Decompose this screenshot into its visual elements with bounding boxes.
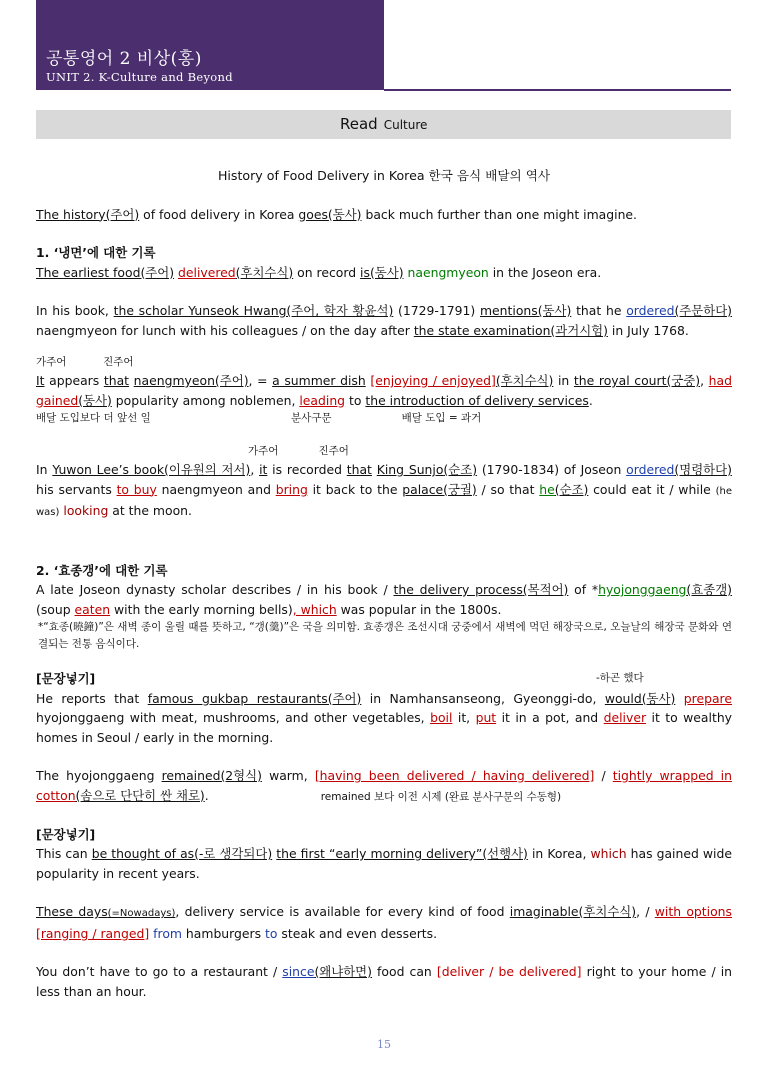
text: . xyxy=(204,787,209,803)
phrase: imaginable(후치수식) xyxy=(509,904,637,919)
paragraph-4 xyxy=(36,371,732,410)
text: of * xyxy=(568,582,599,597)
text: in xyxy=(553,373,574,388)
insert-tag-row xyxy=(36,669,732,689)
subject: he xyxy=(539,481,555,497)
note: (순조) xyxy=(554,481,589,497)
text: , xyxy=(700,373,709,388)
note: (목적어) xyxy=(522,582,569,597)
keyword: naengmyeon xyxy=(407,264,489,280)
text: right to your home / in less than an hour. xyxy=(36,964,732,999)
insert-tag: [문장넣기] xyxy=(36,671,96,686)
participle: delivered xyxy=(178,264,236,280)
note: (왜냐하면) xyxy=(314,964,372,979)
text: is recorded xyxy=(267,462,347,477)
phrase: a summer dish xyxy=(272,373,366,388)
participle: eaten xyxy=(74,601,111,617)
note-line: 배달 도입보다 더 앞선 일 분사구문 배달 도입 = 과거 xyxy=(36,412,482,424)
text: / so that xyxy=(476,481,540,497)
phrase: with options xyxy=(654,904,732,919)
relative: which xyxy=(590,846,627,861)
note: (주문하다) xyxy=(674,303,732,318)
verb: remained(2형식) xyxy=(161,768,262,783)
verb: is(동사) xyxy=(360,264,404,280)
subject: the scholar Yunseok Hwang(주어, 학자 황윤석) xyxy=(113,303,394,318)
verb: had gained xyxy=(36,373,732,408)
choice: [having been delivered / having delivered] xyxy=(314,768,595,783)
text: , / xyxy=(636,904,655,919)
note: (he was) xyxy=(36,485,732,518)
infinitive: to buy xyxy=(116,481,157,497)
text: , = xyxy=(248,373,273,388)
verb: boil xyxy=(430,710,453,725)
subject: it xyxy=(259,462,268,477)
section-bar xyxy=(36,110,731,139)
note: (후치수식) xyxy=(235,264,294,280)
text: steak and even desserts. xyxy=(277,925,438,941)
verb: prepare xyxy=(683,690,732,706)
header-rule xyxy=(384,89,731,91)
choice: [ranging / ranged] xyxy=(36,925,150,941)
heading-1: 1. ‘냉면’에 대한 기록 xyxy=(36,245,156,260)
text: of food delivery in Korea xyxy=(139,206,299,222)
document-title: History of Food Delivery in Korea 한국 음식 배달의 역사 xyxy=(217,168,551,183)
text: his servants xyxy=(36,481,117,497)
choice: [enjoying / enjoyed] xyxy=(370,373,496,388)
note: (동사) xyxy=(78,392,112,408)
note: (순조) xyxy=(443,462,478,477)
heading-2: 2. ‘효종갱’에 대한 기록 xyxy=(36,562,168,578)
verb: mentions(동사) xyxy=(479,303,572,318)
text: He reports that xyxy=(36,690,148,706)
note: (솜으로 단단히 싼 채로) xyxy=(75,787,205,803)
text: at the moon. xyxy=(108,503,192,518)
note: (후치수식) xyxy=(495,373,554,388)
keyword: hyojonggaeng xyxy=(598,582,687,597)
conjunction: that xyxy=(103,373,130,388)
note: remained 보다 이전 시제 (완료 분사구문의 수동형) xyxy=(320,790,562,803)
text: it in a pot, and xyxy=(496,710,604,725)
text: in the Joseon era. xyxy=(488,264,602,280)
verb: would(동사) xyxy=(604,690,676,706)
text: has gained wide popularity in recent years. xyxy=(36,846,732,881)
phrase: the introduction of delivery services xyxy=(365,392,589,408)
conjunction: that xyxy=(346,462,372,477)
paragraph-1 xyxy=(36,205,732,225)
text: it back to the xyxy=(307,481,403,497)
text: hyojonggaeng with meat, mushrooms, and other vegetables, xyxy=(36,710,431,725)
paragraph-3 xyxy=(36,301,732,340)
phrase: palace(궁궐) xyxy=(402,481,477,497)
paragraph-8 xyxy=(36,766,732,806)
text: in July 1768. xyxy=(607,322,689,338)
subject: The earliest food(주어) xyxy=(36,264,175,280)
subject: famous gukbap restaurants(주어) xyxy=(147,690,362,706)
text: that he xyxy=(571,303,627,318)
note: (선행사) xyxy=(482,846,528,861)
note-line: 가주어 진주어 xyxy=(248,445,349,457)
section-label: Read xyxy=(340,115,378,133)
text: appears xyxy=(44,373,104,388)
relative: , which xyxy=(292,601,337,617)
note: (이유원의 저서) xyxy=(164,462,251,477)
participle: looking xyxy=(63,503,109,518)
text: food can xyxy=(371,964,437,979)
insert-tag: [문장넣기] xyxy=(36,826,96,842)
note-line: 가주어 진주어 xyxy=(36,356,134,368)
phrase: the royal court(궁중) xyxy=(573,373,701,388)
text: naengmyeon for lunch with his colleagues / on the day after xyxy=(36,322,414,338)
text: hamburgers xyxy=(181,925,266,941)
subject: naengmyeon(주어) xyxy=(133,373,249,388)
conjunction: since xyxy=(282,964,315,979)
unit-title: UNIT 2. K-Culture and Beyond xyxy=(46,70,233,84)
paragraph-11 xyxy=(36,962,732,1001)
text: could eat it / while xyxy=(588,481,716,497)
keyword: ordered xyxy=(626,462,675,477)
keyword: ordered xyxy=(626,303,675,318)
text: A late Joseon dynasty scholar describes / in his book / xyxy=(36,582,394,597)
text: on record xyxy=(293,264,361,280)
keyword: to xyxy=(265,925,278,941)
text: In xyxy=(36,462,53,477)
object: the delivery process xyxy=(393,582,523,597)
phrase: Yuwon Lee’s book xyxy=(52,462,165,477)
text: was popular in the 1800s. xyxy=(336,601,502,617)
participle: leading xyxy=(299,392,346,408)
antecedent: the first “early morning delivery” xyxy=(276,846,483,861)
text: popularity among noblemen, xyxy=(111,392,300,408)
textbook-title: 공통영어 2 비상(홍) xyxy=(46,49,202,69)
text: The hyojonggaeng xyxy=(36,768,162,783)
note: (명령하다) xyxy=(674,462,732,477)
text: to xyxy=(345,392,366,408)
header-banner xyxy=(36,0,384,90)
text: (1790-1834) of Joseon xyxy=(477,462,627,477)
paragraph-5 xyxy=(36,460,732,523)
phrase: tightly wrapped in cotton xyxy=(36,768,732,803)
keyword: from xyxy=(153,925,182,941)
subject: It xyxy=(36,373,45,388)
text: . xyxy=(588,392,593,408)
text: In his book, xyxy=(36,303,114,318)
text: This can xyxy=(36,846,92,861)
text: , delivery service is available for every kind of food xyxy=(175,904,510,919)
text: You don’t have to go to a restaurant / xyxy=(36,964,283,979)
text: it to wealthy homes in Seoul / early in the morning. xyxy=(36,710,732,745)
note: (효종갱) xyxy=(686,582,732,597)
page-number: 15 xyxy=(377,1038,391,1051)
paragraph-7 xyxy=(36,689,732,748)
verb: put xyxy=(475,710,497,725)
note: -하곤 했다 xyxy=(596,672,644,684)
paragraph-10 xyxy=(36,902,732,943)
document-body xyxy=(36,166,732,1001)
text: (soup xyxy=(36,601,75,617)
phrase: be thought of as(-로 생각되다) xyxy=(91,846,273,861)
infinitive: bring xyxy=(275,481,308,497)
paragraph-9 xyxy=(36,844,732,883)
text xyxy=(675,691,683,706)
choice: [deliver / be delivered] xyxy=(436,964,582,979)
phrase: These days xyxy=(36,904,108,919)
verb: goes(동사) xyxy=(298,206,362,222)
text: it, xyxy=(452,710,476,725)
text: back much further than one might imagine. xyxy=(361,206,637,222)
phrase: King Sunjo xyxy=(376,462,444,477)
text: in Korea, xyxy=(527,846,591,861)
section-sublabel: Culture xyxy=(383,118,428,132)
text: with the early morning bells) xyxy=(110,601,293,617)
paragraph-6 xyxy=(36,580,732,619)
text: , xyxy=(250,462,260,477)
phrase: the state examination(과거시험) xyxy=(413,322,608,338)
verb: deliver xyxy=(603,710,647,725)
subject: The history(주어) xyxy=(36,206,140,222)
text: in Namhansanseong, Gyeonggi-do, xyxy=(361,690,605,706)
text: warm, xyxy=(261,768,315,783)
note: (=Nowadays) xyxy=(107,908,176,919)
paragraph-2 xyxy=(36,263,732,283)
text: naengmyeon and xyxy=(156,481,276,497)
text: / xyxy=(594,768,613,783)
text: (1729-1791) xyxy=(393,303,480,318)
footnote: *“효종(曉鐘)”은 새벽 종이 울릴 때를 뜻하고, “갱(羹)”은 국을 의미함. 효종갱은 조선시대 궁중에서 새벽에 먹던 해장국으로, 오늘날의 해장국 문화와 연결되는 전통 음식이다. xyxy=(38,621,732,650)
